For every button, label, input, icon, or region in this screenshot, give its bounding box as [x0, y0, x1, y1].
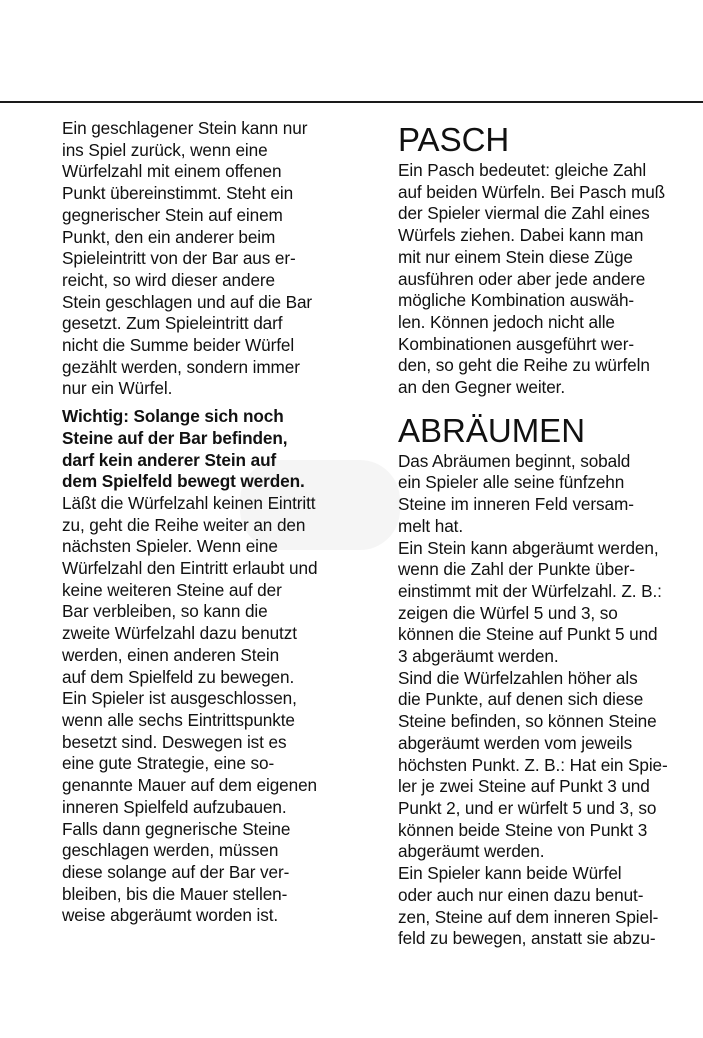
paragraph-pasch: Ein Pasch bedeutet: gleiche Zahl auf beiden Würfeln. Bei Pasch muß der Spieler viermal die Zahl eines Würfels ziehen. Dabei kann man mit nur einem Stein diese Züge ausführen oder aber jede andere mögliche Kombination auswäh- len. Können jedoch nicht alle Kombinationen ausgeführt wer- den, so geht die Reihe zu würfeln an den Gegner weiter.: [398, 160, 666, 398]
paragraph-abraeumen-hoeher: Sind die Würfelzahlen höher als die Punkte, auf denen sich diese Steine befinden, so können Steine abgeräumt werden vom jeweils höchsten Punkt. Z. B.: Hat ein Spie- ler je zwei Steine auf Punkt 3 und Punkt 2, und er würfelt 5 und 3, so können beide Steine von Punkt 3 abgeräumt werden.: [398, 667, 668, 862]
paragraph-abraeumen-punkte: Ein Stein kann abgeräumt werden, wenn die Zahl der Punkte über- einstimmt mit der Würfelzahl. Z. B.: zeigen die Würfel 5 und 3, so können die Steine auf Punkt 5 und 3 abgeräumt werden.: [398, 537, 662, 667]
left-column: [62, 118, 362, 927]
paragraph-geschlagener-stein: Ein geschlagener Stein kann nur ins Spiel zurück, wenn eine Würfelzahl mit einem offenen Punkt übereinstimmt. Steht ein gegnerischer Stein auf einem Punkt, den ein anderer beim Spieleintritt von der Bar aus er- reicht, so wird dieser andere Stein geschlagen und auf die Bar gesetzt. Zum Spieleintritt darf nicht die Summe beider Würfel gezählt werden, sondern immer nur ein Würfel.: [62, 118, 313, 399]
right-column: [398, 118, 698, 950]
top-horizontal-rule: [0, 101, 703, 103]
heading-pasch: PASCH: [398, 121, 510, 158]
paragraph-abraeumen-benutzen: Ein Spieler kann beide Würfel oder auch nur einen dazu benut- zen, Steine auf dem inneren Spiel- feld zu bewegen, anstatt sie abzu-: [398, 863, 659, 949]
paragraph-abraeumen-beginn: Das Abräumen beginnt, sobald ein Spieler alle seine fünfzehn Steine im inneren Feld versam- melt hat.: [398, 450, 634, 536]
paragraph-eintritt-regeln: Läßt die Würfelzahl keinen Eintritt zu, geht die Reihe weiter an den nächsten Spieler. Wenn eine Würfelzahl den Eintritt erlaubt und keine weiteren Steine auf der Bar verbleiben, so kann die zweite Würfelzahl dazu benutzt werden, einen anderen Stein auf dem Spielfeld zu bewegen. Ein Spieler ist ausgeschlossen, wenn alle sechs Eintrittspunkte besetzt sind. Deswegen ist es eine gute Strategie, eine so- genannte Mauer auf dem eigenen inneren Spielfeld aufzubauen. Falls dann gegnerische Steine geschlagen werden, müssen diese solange auf der Bar ver- bleiben, bis die Mauer stellen- weise abgeräumt worden ist.: [62, 492, 318, 926]
important-note: Wichtig: Solange sich noch Steine auf der Bar befinden, darf kein anderer Stein auf dem Spielfeld bewegt werden.: [62, 406, 305, 492]
heading-abraeumen: ABRÄUMEN: [398, 411, 586, 449]
